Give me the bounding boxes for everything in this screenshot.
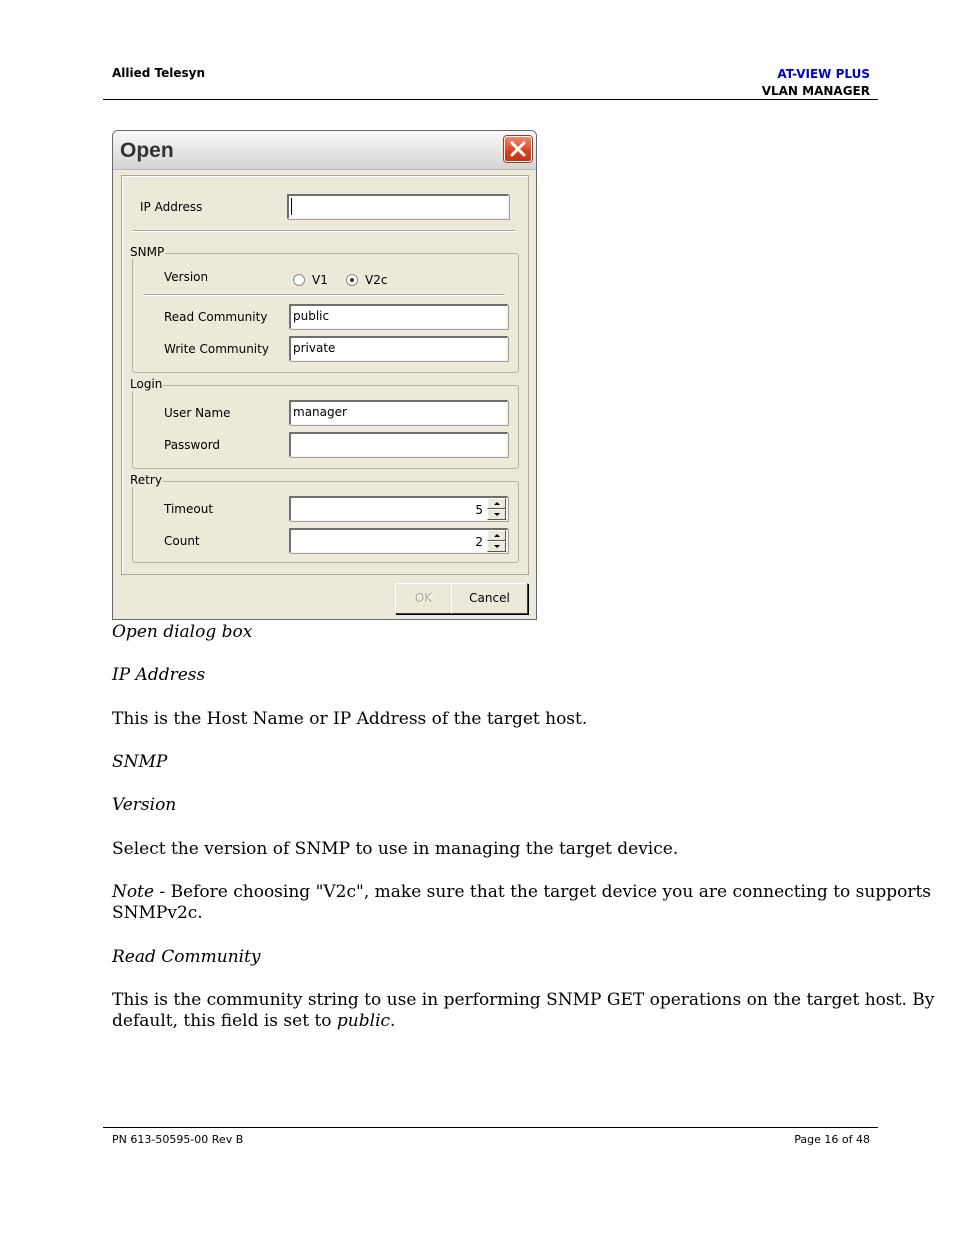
- footer-part-number: PN 613-50595-00 Rev B: [112, 1133, 244, 1146]
- ip-separator: [133, 230, 515, 232]
- read-community-text-line1: This is the community string to use in performing SNMP GET operations on the target host. By: [112, 990, 935, 1010]
- count-value: 2: [475, 535, 483, 549]
- header-title-block: [762, 66, 870, 100]
- cancel-button[interactable]: Cancel: [451, 583, 528, 614]
- heading-read-community: Read Community: [112, 947, 261, 967]
- password-label: Password: [164, 438, 221, 452]
- v1-label[interactable]: V1: [312, 273, 328, 287]
- write-community-label: Write Community: [164, 342, 269, 356]
- v2c-radio[interactable]: [346, 274, 358, 286]
- snmp-group: [130, 245, 519, 373]
- read-community-input[interactable]: public: [289, 304, 508, 329]
- close-button[interactable]: [504, 136, 532, 162]
- note-paragraph: [112, 882, 931, 924]
- read-community-text-end: .: [390, 1011, 396, 1031]
- v1-radio[interactable]: [293, 274, 305, 286]
- note-text-line1: - Before choosing "V2c", make sure that the target device you are connecting to supports: [154, 882, 932, 902]
- header-module: VLAN MANAGER: [761, 84, 870, 98]
- read-community-default-value: public: [336, 1011, 391, 1031]
- snmp-separator: [143, 294, 505, 296]
- count-spinbox[interactable]: [289, 528, 508, 553]
- ok-button[interactable]: OK: [395, 583, 452, 614]
- timeout-down-arrow-icon[interactable]: [487, 509, 506, 520]
- timeout-spinner: [487, 498, 506, 520]
- count-down-arrow-icon[interactable]: [487, 541, 506, 552]
- paragraph-version: Select the version of SNMP to use in managing the target device.: [112, 839, 679, 859]
- version-label: Version: [164, 270, 209, 284]
- count-up-arrow-icon[interactable]: [487, 530, 506, 541]
- dialog-title: Open: [120, 139, 174, 162]
- user-name-label: User Name: [164, 406, 231, 420]
- header-company: Allied Telesyn: [112, 66, 206, 80]
- paragraph-ip-address: This is the Host Name or IP Address of the target host.: [112, 709, 588, 729]
- timeout-up-arrow-icon[interactable]: [487, 498, 506, 509]
- close-icon: [510, 141, 526, 157]
- dialog-titlebar: [113, 131, 536, 170]
- ip-address-label: IP Address: [140, 200, 203, 214]
- snmp-legend: SNMP: [130, 245, 165, 259]
- timeout-value: 5: [475, 503, 483, 517]
- note-text-line2: SNMPv2c.: [112, 903, 203, 923]
- dialog-content-panel: [121, 175, 529, 575]
- ip-address-input[interactable]: [287, 194, 509, 219]
- read-community-text-line2: default, this field is set to: [112, 1011, 337, 1031]
- v2c-label[interactable]: V2c: [365, 273, 388, 287]
- retry-legend: Retry: [130, 473, 162, 487]
- footer-page-number: Page 16 of 48: [794, 1133, 870, 1146]
- timeout-label: Timeout: [164, 502, 214, 516]
- count-label: Count: [164, 534, 200, 548]
- write-community-input[interactable]: private: [289, 336, 508, 361]
- password-input[interactable]: [289, 432, 508, 457]
- open-dialog: [112, 130, 537, 620]
- login-group: [130, 377, 519, 469]
- text-caret: [291, 198, 292, 215]
- footer-rule: [103, 1127, 878, 1128]
- heading-ip-address: IP Address: [112, 665, 206, 685]
- header-rule: [103, 99, 878, 100]
- retry-group: [130, 473, 519, 563]
- user-name-input[interactable]: manager: [289, 400, 508, 425]
- figure-caption: Open dialog box: [112, 622, 253, 642]
- note-label: Note: [112, 882, 155, 902]
- header-product: AT-VIEW PLUS: [777, 67, 870, 81]
- heading-snmp: SNMP: [112, 752, 168, 772]
- heading-version: Version: [112, 795, 177, 815]
- login-legend: Login: [130, 377, 163, 391]
- read-community-label: Read Community: [164, 310, 268, 324]
- timeout-spinbox[interactable]: [289, 496, 508, 521]
- count-spinner: [487, 530, 506, 552]
- paragraph-read-community: [112, 990, 934, 1032]
